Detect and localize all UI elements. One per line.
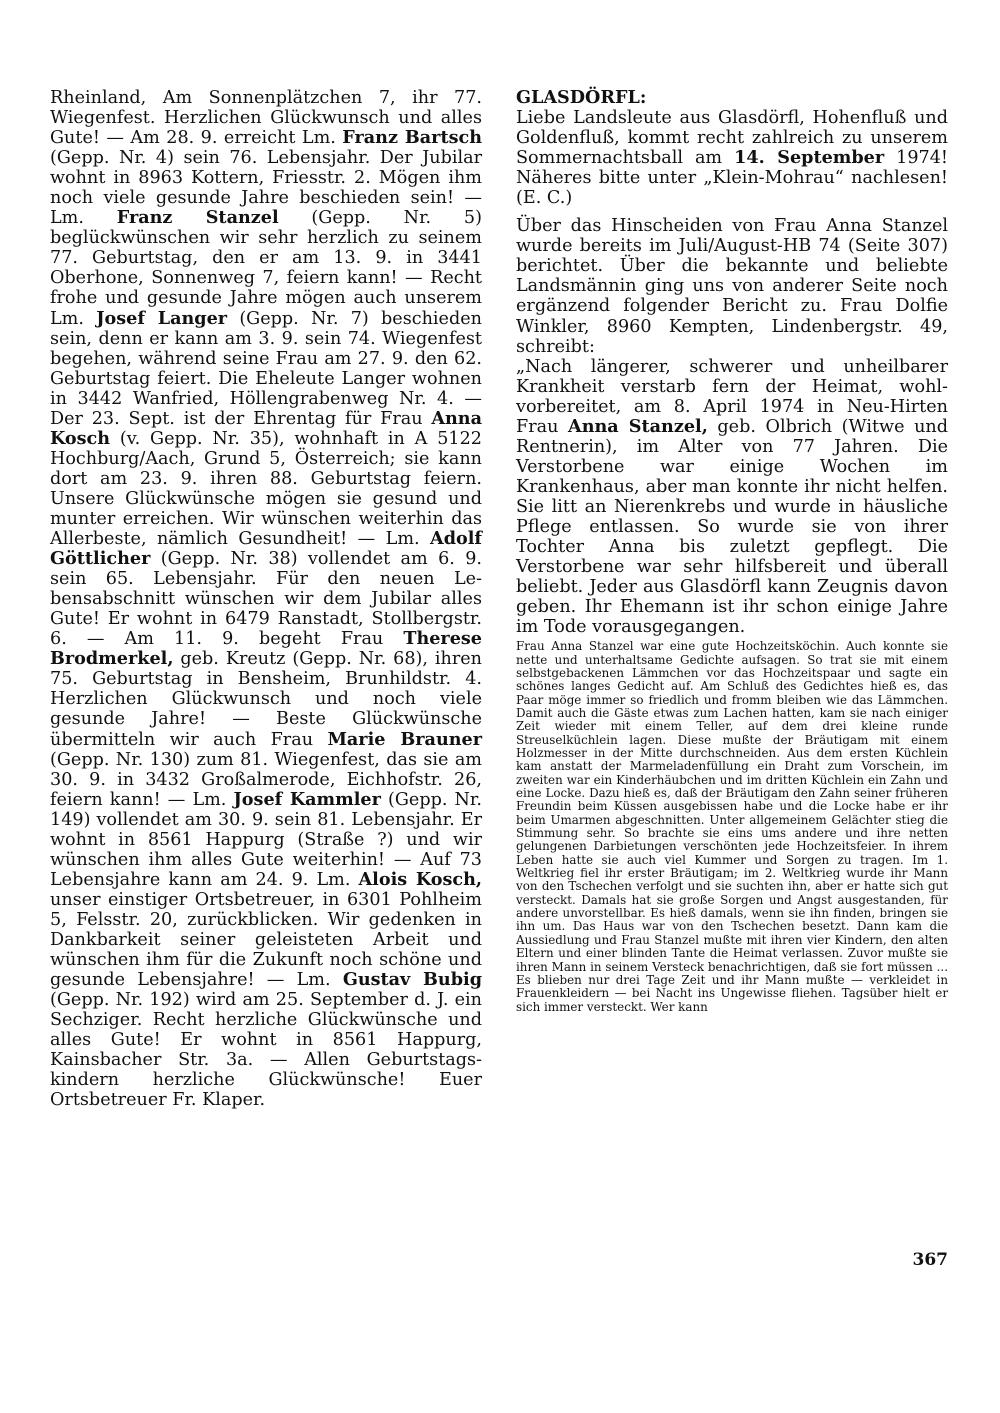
text-run: Über das Hinscheiden von Frau Anna Stanzel wurde bereits im Juli/August-HB 74 (Seite 307) berichtet. Über die bekannte und beliebte Landsmännin ging uns von anderer Seite noch ergänzend folgender Bericht zu. Frau Dolfie Winkler, 8960 Kempten, Lindenbergstr. 49, schreibt:	[516, 216, 948, 357]
bold-name-text: Josef Langer	[96, 307, 228, 329]
text-run: geb. Kreutz (Gepp. Nr. 68), ihren 75. Geburtstag in Bensheim, Brunhildstr. 4. Herzlichen Glückwunsch und noch viele gesunde Jahre! — Beste Glückwünsche übermitteln wir auch Frau	[50, 649, 482, 750]
obituary-intro-paragraph	[516, 216, 948, 356]
text-run: (Gepp. Nr. 7) beschieden sein, denn er kann am 3. 9. sein 74. Wiegenfest begehen, während seine Frau am 27. 9. den 62. Geburtstag feiert. Die Eheleute Langer wohnen in 3442 Wanfried, Höllengrabenweg Nr. 4. — Der 23. Sept. ist der Ehrentag für Frau	[50, 308, 482, 429]
text-run: unser einstiger Ortsbetreuer, in 6301 Pohlheim 5, Felsstr. 20, zurückblicken. Wir gedenken in Dankbarkeit seiner geleisteten Arbeit und wünschen ihm für die Zukunft noch schöne und gesunde Lebensjahre! — Lm.	[50, 889, 482, 991]
bold-name-text: Alois Kosch,	[358, 868, 482, 890]
text-run: (Gepp. Nr. 130) zum 81. Wiegenfest, das sie am 30. 9. in 3432 Großalmerode, Eichhofstr. 26, feiern kann! — Lm.	[50, 749, 482, 810]
text-run: (Gepp. Nr. 38) vollendet am 6. 9. sein 65. Lebensjahr. Für den neuen Lebensabschnitt wünschen wir dem Jubilar alles Gute! Er wohnt in 6479 Ranstadt, Stollbergstr. 6. — Am 11. 9. begeht Frau	[50, 549, 482, 650]
obituary-small-text: Frau Anna Stanzel war eine gute Hochzeitsköchin. Auch konnte sie nette und unterhaltsame Gedichte aufsagen. So trat sie mit einem selbstgebackenen Lämmchen vor das Hochzeitspaar und sagte ein schönes langes Gedicht auf. Am Schluß des Gedichtes hieß es, das Paar möge immer so friedlich und fromm bleiben wie das Lämmchen. Damit auch die Gäste etwas zum Lachen hatten, kam sie nach einiger Zeit wieder mit einem Teller, auf dem drei kleine runde Streuselküchlein lagen. Diese mußte der Bräutigam mit einem Holzmesser in der Mitte durchschneiden. Aus dem ersten Küchlein kam anstatt der Marmeladenfüllung ein Draht zum Vorschein, im zweiten war ein Kinderhäubchen und im dritten Küchlein ein Zahn und eine Locke. Dazu hieß es, daß der Bräutigam den Zahn seiner früheren Freundin beim Küssen ausgebissen habe und die Locke habe er ihr beim Umarmen abgeschnitten. Unter allgemeinem Gelächter stieg die Stimmung sehr. So brachte sie eins ums andere und ihre netten gelungenen Darbietungen verschönten jede Hochzeitsfeier. In ihrem Leben hatte sie auch viel Kummer und Sorgen zu tragen. Im 1. Weltkrieg fiel ihr erster Bräutigam; im 2. Weltkrieg wurde ihr Mann von den Tschechen verfolgt und sie suchten ihn, aber er hatte sich gut versteckt. Damals hat sie große Sorgen und Angst ausgestanden, für andere unvorstellbar. Es hieß damals, wenn sie ihn finden, bringen sie ihn um. Das Haus war von den Tschechen besetzt. Dann kam die Aussiedlung und Frau Stanzel mußte mit ihren vier Kindern, den alten Eltern und einer blinden Tante die Heimat verlassen. Zuvor mußte sie ihren Mann in seinem Versteck benachrichtigen, daß sie fort müssen ... Es blieben nur drei Tage Zeit und ihr Mann mußte — verkleidet in Frauenkleidern — bei Nacht ins Ungewisse fliehen. Tagsüber hielt er sich immer versteckt. Wer kann	[516, 639, 948, 1014]
birthday-announcements	[50, 88, 482, 1110]
bold-name-text: Franz Bartsch	[342, 127, 482, 149]
left-column	[50, 88, 482, 1110]
text-run: (Gepp. Nr. 4) sein 76. Lebensjahr. Der Jubilar wohnt in 8963 Kottern, Friesstr. 2. Mögen ihm noch viele gesunde Jahre beschieden sein! — Lm.	[50, 148, 482, 229]
text-run: Rheinland, Am Sonnenplätzchen 7, ihr 77. Wiegenfest. Herzlichen Glückwunsch und alles Gute! — Am 28. 9. erreicht Lm.	[50, 88, 482, 149]
text-run: (v. Gepp. Nr. 35), wohnhaft in A 5122 Hochburg/Aach, Grund 5, Österreich; sie kann dort am 23. 9. ihren 88. Geburtstag feiern. Unsere Glückwünsche mögen sie gesund und munter erreichen. Wir wünschen weiterhin das Allerbeste, nämlich Gesundheit! — Lm.	[50, 428, 482, 550]
bold-name-text: Marie Brauner	[327, 728, 482, 750]
bold-name-text: Franz Stanzel	[116, 207, 279, 229]
bold-name-text: Josef Kammler	[233, 788, 381, 810]
right-column	[516, 88, 948, 1014]
text-run: (Gepp. Nr. 149) vollendet am 30. 9. sein 81. Lebensjahr. Er wohnt in 8561 Happurg (Straße ?) und wir wünschen ihm alles Gute weiterhin! — Auf 73 Lebensjahre kann am 24. 9. Lm.	[50, 789, 482, 890]
ball-invitation-paragraph	[516, 108, 948, 208]
page-number: 367	[912, 1250, 948, 1270]
text-run: Liebe Landsleute aus Glasdörfl, Hohenfluß und Goldenfluß, kommt recht zahlreich zu unserem Sommernachtsball am	[516, 108, 948, 169]
text-run: (Gepp. Nr. 5) beglückwünschen wir sehr herzlich zu seinem 77. Geburtstag, den er am 13. 9. in 3441 Oberhone, Sonnenweg 7, feiern kann! — Recht frohe und gesunde Jahre mögen auch unserem Lm.	[50, 208, 482, 329]
bold-name-text: Gustav Bubig	[342, 969, 482, 991]
bold-name-text: Therese Brodmerkel,	[50, 628, 482, 670]
section-heading: GLASDÖRFL:	[516, 87, 647, 108]
bold-name-text: Anna Stanzel,	[568, 415, 708, 437]
text-run: (Gepp. Nr. 192) wird am 25. September d. J. ein Sechziger. Recht herzliche Glückwünsche und alles Gute! Er wohnt in 8561 Happurg, Kainsbacher Str. 3a. — Allen Geburtstagskindern herzliche Glückwünsche! Euer Ortsbetreuer Fr. Klaper.	[50, 990, 482, 1111]
bold-name-text: Adolf Göttlicher	[50, 528, 482, 570]
obituary-quote-paragraph	[516, 357, 948, 638]
bold-name-text: 14. September	[734, 147, 885, 169]
text-run: geb. Olbrich (Witwe und Rentnerin), im Alter von 77 Jahren. Die Verstorbene war einige Wochen im Krankenhaus, aber man konnte ihr nicht helfen. Sie litt an Nierenkrebs und wurde in häusliche Pflege entlassen. So wurde sie von ihrer Tochter Anna bis zuletzt gepflegt. Die Verstorbene war sehr hilfsbereit und überall beliebt. Jeder aus Glasdörfl kann Zeugnis davon geben. Ihr Ehemann ist ihr schon einige Jahre im Tode vorausgegangen.	[516, 416, 949, 638]
bold-name-text: Anna Kosch	[50, 407, 482, 449]
text-run: 1974! Näheres bitte unter „Klein-Mohrau“ nachlesen! (E. C.)	[516, 148, 948, 209]
text-run: „Nach längerer, schwerer und unheilbarer Krankheit verstarb fern der Heimat, wohlvorbereitet, am 8. April 1974 in Neu-Hirten Frau	[516, 356, 948, 437]
